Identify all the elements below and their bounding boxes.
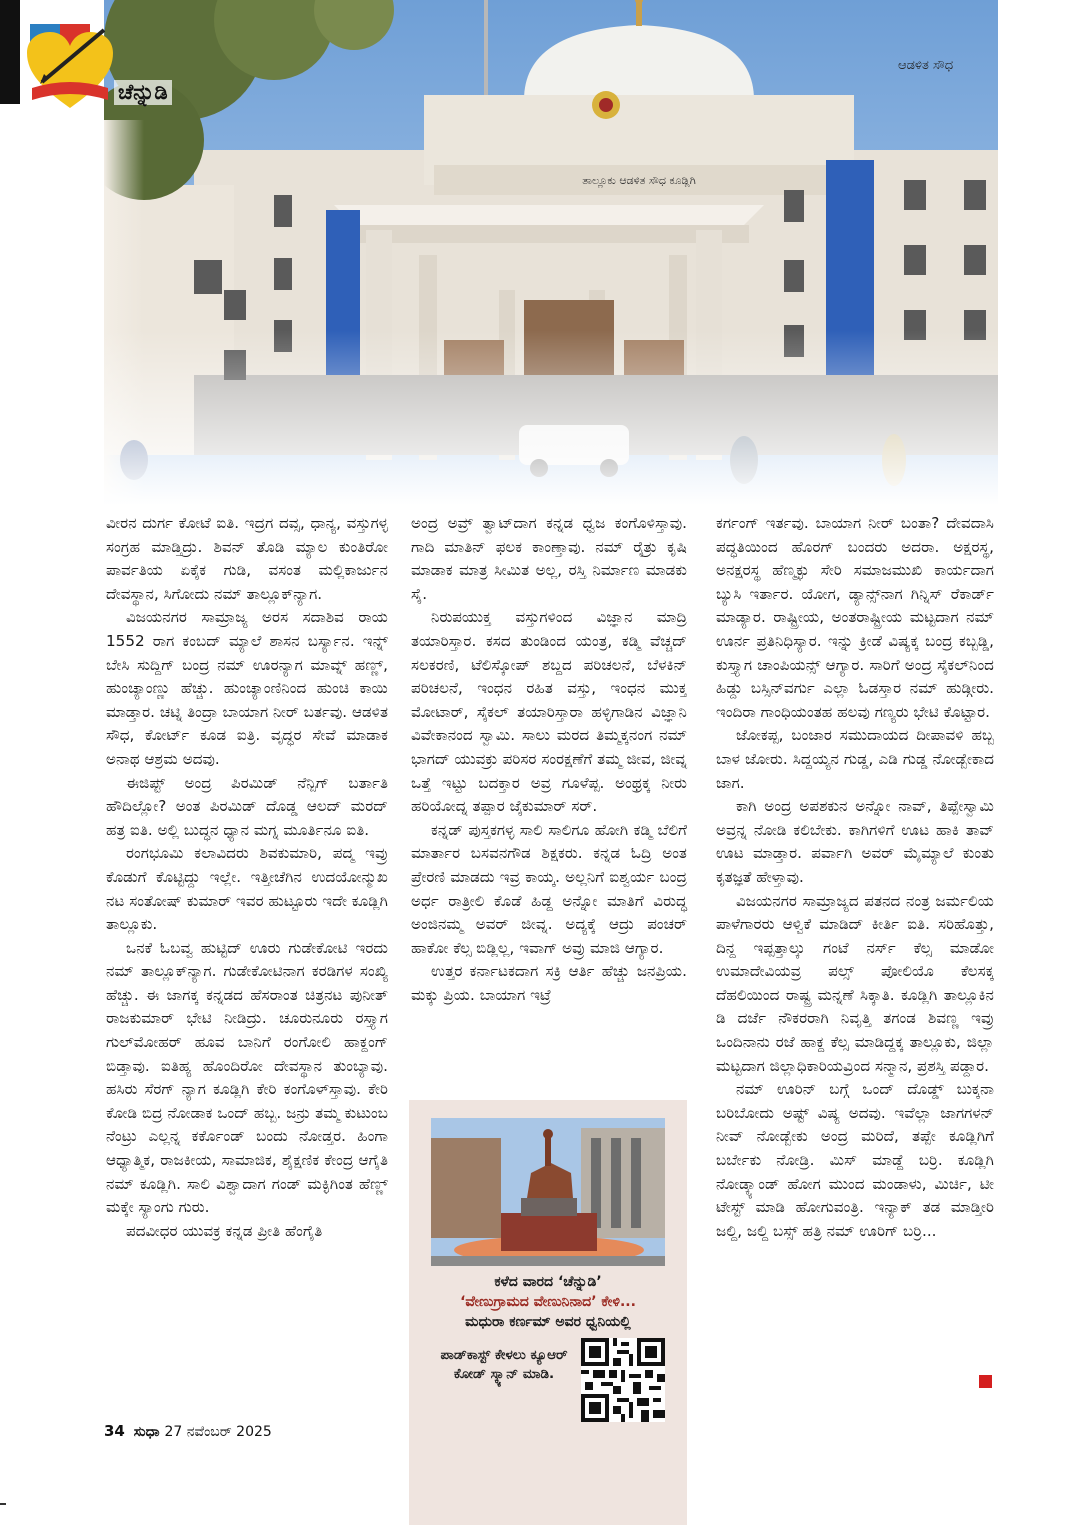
article-column-1 xyxy=(106,512,388,1243)
header-photo-administrative-building xyxy=(104,0,998,505)
page-footer xyxy=(104,1422,272,1440)
paragraph: ಉತ್ತರ ಕರ್ನಾಟಕದಾಗ ಸಕ್ರಿ ಆರ್ತಿ ಹೆಚ್ಚು ಜನಪ್ರಿಯ. ಮಕ್ಕು ಪ್ರಿಯ. ಬಾಯಾಗ ಇಟ್ರೆ xyxy=(411,962,687,1004)
promo-narrator: ಮಧುರಾ ಕರ್ಣಮ್ ಅವರ ಧ್ವನಿಯಲ್ಲಿ xyxy=(465,1314,631,1330)
paragraph: ವಿಜಯನಗರ ಸಾಮ್ರಾಜ್ಯದ ಪತನದ ನಂತ್ರ ಜರ್ಮಲಿಯ ಪಾಳೆಗಾರರು ಆಳ್ವಿಕೆ ಮಾಡಿದ್ ಕೀರ್ತಿ ಐತಿ. ಸರಿಹೊತ್ತು, ದಿನ್ದ ಇಪ್ಪತ್ತಾಲ್ಕು ಗಂಟೆ ನರ್ಸ್ ಕೆಲ್ಸ ಮಾಡೋ ಉಮಾದೇವಿಯವ್ರ ಪಲ್ಸ್ ಪೋಲಿಯೊ ಕೆಲಸಕ್ಕ ದೆಹಲಿಯಿಂದ ರಾಷ್ಟ್ರ ಮನ್ನಣೆ ಸಿಕ್ಕಾತಿ. ಕೂಡ್ಲಿಗಿ ತಾಲ್ಲೂಕಿನ ಡಿ ದರ್ಜೆ ನೌಕರರಾಗಿ ನಿವೃತ್ತಿ ತಗಂಡ ಶಿವಣ್ಣ ಇವ್ರು ಒಂದಿನಾನು ರಜೆ ಹಾಕ್ದ ಕೆಲ್ಸ ಮಾಡಿದ್ದಕ್ಕ ತಾಲ್ಲೂಕು, ಜಿಲ್ಲಾ ಮಟ್ಟದಾಗ ಜಿಲ್ಲಾಧಿಕಾರಿಯವ್ರಿಂದ ಸನ್ಮಾನ, ಪ್ರಶಸ್ತಿ ಪಡ್ದಾರ. xyxy=(716,891,994,1075)
paragraph: ವೀರನ ದುರ್ಗ ಕೋಟೆ ಐತಿ. ಇದ್ರಗ ದವ್ಸ, ಧಾನ್ಯ, ವಸ್ತುಗಳ್ಳ ಸಂಗ್ರಹ ಮಾಡ್ತಿದ್ರು. ಶಿವನ್ ತೊಡಿ ಮ್ಯಾಲ ಕುಂತಿರೋ ಪಾರ್ವತಿಯ ಏಕೈಕ ಗುಡಿ, ವಸಂತ ಮಲ್ಲಿಕಾರ್ಜುನ ದೇವಸ್ಥಾನ, ಸಿಗೋದು ನಮ್ ತಾಲ್ಲೂಕ್‌ನ್ಯಾಗ. xyxy=(106,514,388,603)
paragraph: ಒನಕೆ ಓಬವ್ವ ಹುಟ್ಟಿದ್ ಊರು ಗುಡೇಕೋಟಿ ಇರದು ನಮ್ ತಾಲ್ಲೂಕ್‌ನ್ಯಾಗ. ಗುಡೇಕೋಟಿನಾಗ ಕರಡಿಗಳ ಸಂಖ್ಯಿ ಹೆಚ್ಚು. ಈ ಜಾಗಕ್ಕ ಕನ್ನಡದ ಹೆಸರಾಂತ ಚಿತ್ರನಟ ಪುನೀತ್ ರಾಜಕುಮಾರ್ ಭೇಟಿ ನೀಡಿದ್ರು. ಚೂರುನೂರು ರಸ್ತ್ಯಾಗ ಗುಲ್‌ಮೋಹರ್ ಹೂವ ಬಾನಿಗೆ ರಂಗೋಲಿ ಹಾಕ್ದಂಗ್ ಬಿಡ್ತಾವು. ಐತಿಹ್ಯ ಹೊಂದಿರೋ ದೇವಸ್ಥಾನ ತುಂಬ್ಯಾವು. ಹಸಿರು ಸೆರಗ್ ನ್ಯಾಗ ಕೂಡ್ಲಿಗಿ ಕೇರಿ ಕಂಗೊಳ್‌ಸ್ತಾವು. ಕೇರಿ ಕೋಡಿ ಬಿದ್ರ ನೋಡಾಕ ಒಂದ್ ಹಬ್ಬ. ಜನ್ರು ತಮ್ಮ ಕುಟುಂಬ ನೆಂಟ್ರು ಎಲ್ಲನ್ನ ಕರ್ಕೊಂಡ್ ಬಂದು ನೋಡ್ತರ. ಹಿಂಗಾ ಆಧ್ಯಾತ್ಮಿಕ, ರಾಜಕೀಯ, ಸಾಮಾಜಿಕ, ಶೈಕ್ಷಣಿಕ ಕೇಂದ್ರ ಆಗೈತಿ ನಮ್ ಕೂಡ್ಲಿಗಿ. ಸಾಲಿ ವಿಶ್ವಾದಾಗ ಗಂಡ್ ಮಕ್ಳಿಗಿಂತ ಹೆಣ್ಣ್ ಮಕ್ಕೇ ಸ್ಯಾಂಗು ಗುರು. xyxy=(106,938,388,1217)
statue-photo xyxy=(431,1118,665,1266)
paragraph: ವಿಜಯನಗರ ಸಾಮ್ರಾಜ್ಯ ಅರಸ ಸದಾಶಿವ ರಾಯ 1552 ರಾಗ ಕಂಬದ್ ಮ್ಯಾಲೆ ಶಾಸನ ಬರ್ಸ್ಯಾನ. ಇನ್ನ್ ಬೇಸಿ ಸುದ್ದಿಗ್ ಬಂದ್ರ ನಮ್ ಊರನ್ಯಾಗ ಮಾವ್ನ್ ಹಣ್ಣ್, ಹುಂಚ್ಯಾಂಣ್ಣು ಹೆಚ್ಚು. ಹುಂಚ್ಯಾಂಣಿನಿಂದ ಹುಂಚಿ ಕಾಯಿ ಮಾಡ್ತಾರ. ಚಟ್ನಿ ತಿಂದ್ರಾ ಬಾಯಾಗ ನೀರ್ ಬರ್ತವು. ಆಡಳಿತ ಸೌಧ, ಕೋರ್ಟ್ ಕೂಡ ಐತ್ರಿ. ವೃದ್ಧರ ಸೇವೆ ಮಾಡಾಕ ಅನಾಥ ಆಶ್ರಮ ಅದವು. xyxy=(106,608,388,768)
paragraph: ಅಂದ್ರ ಅವ್ರ್ ತ್ವಾಟ್‌ದಾಗ ಕನ್ನಡ ಧ್ವಜ ಕಂಗೊಳಿಸ್ತಾವು. ಗಾದಿ ಮಾತಿನ್ ಫಲಕ ಕಾಂಣ್ತಾವು. ನಮ್ ರೈತ್ರು ಕೃಷಿ ಮಾಡಾಕ ಮಾತ್ರ ಸೀಮಿತ ಅಲ್ಲ, ರಸ್ತಿ ನಿರ್ಮಾಣ ಮಾಡಕು ಸೈ. xyxy=(411,514,687,603)
paragraph: ಪದವೀಧರ ಯುವಕ್ರ ಕನ್ನಡ ಪ್ರೀತಿ ಹೆಂಗೈತಿ xyxy=(126,1221,323,1240)
paragraph: ಈಜಿಪ್ಟ್ ಅಂದ್ರ ಪಿರಮಿಡ್ ನೆನ್ಪಿಗ್ ಬರ್ತಾತಿ ಹೌದಿಲ್ಲೋ? ಅಂತ ಪಿರಮಿಡ್ ದೊಡ್ಡ ಆಲದ್ ಮರದ್ ಹತ್ರ ಐತಿ. ಅಲ್ಲಿ ಬುದ್ಧನ ಧ್ಯಾನ ಮಗ್ನ ಮೂರ್ತಿನೂ ಐತಿ. xyxy=(106,773,388,839)
paragraph: ರಂಗಭೂಮಿ ಕಲಾವಿದರು ಶಿವಕುಮಾರಿ, ಪದ್ಮ ಇವ್ರು ಕೊಡುಗೆ ಕೊಟ್ಟಿದ್ದು ಇಲ್ಲೇ. ಇತ್ತೀಚೆಗಿನ ಉದಯೋನ್ಮುಖ ನಟ ಸಂತೋಷ್ ಕುಮಾರ್ ಇವರ ಹುಟ್ಟೂರು ಇದೇ ಕೂಡ್ಲಿಗಿ ತಾಲ್ಲೂಕು. xyxy=(106,844,388,934)
magazine-name: ಸುಧಾ xyxy=(133,1424,160,1440)
page-number: 34 xyxy=(104,1422,125,1440)
photo-caption: ಆಡಳಿತ ಸೌಧ xyxy=(898,58,954,73)
paragraph: ಕಾಗಿ ಅಂದ್ರ ಅಪಶಕುನ ಅನ್ನೋ ನಾವ್, ತಿಪ್ಪೇಸ್ವಾಮಿ ಅವ್ರನ್ನ ನೋಡಿ ಕಲಿಬೇಕು. ಕಾಗಿಗಳಿಗೆ ಊಟ ಹಾಕಿ ತಾವ್ ಊಟ ಮಾಡ್ತಾರ. ಪರ್ವಾಗಿ ಅವರ್ ಮೈಮ್ಯಾಲೆ ಕುಂತು ಕೃತಜ್ಞತೆ ಹೇಳ್ತಾವು. xyxy=(716,797,994,886)
logo-black-bar xyxy=(0,0,20,104)
article-end-mark xyxy=(979,1375,992,1388)
section-brand-label: ಚೆನ್ನುಡಿ xyxy=(114,80,172,105)
qr-code-icon[interactable] xyxy=(581,1338,665,1422)
building-sign: ತಾಲ್ಲೂಕು ಆಡಳಿತ ಸೌಧ ಕೂಡ್ಲಿಗಿ xyxy=(582,174,696,187)
pen-and-book-icon xyxy=(22,18,118,118)
paragraph: ನಿರುಪಯುಕ್ತ ವಸ್ತುಗಳಿಂದ ವಿಜ್ಞಾನ ಮಾದ್ರಿ ತಯಾರಿಸ್ತಾರ. ಕಸದ ತುಂಡಿಂದ ಯಂತ್ರ, ಕಡ್ಮಿ ವೆಚ್ಚದ್ ಸಲಕರಣಿ, ಟೆಲಿಸ್ಕೋಪ್ ಶಬ್ದದ ಪರಿಚಲನೆ, ಬೆಳಕಿನ್ ಪರಿಚಲನೆ, ಇಂಧನ ರಹಿತ ವಸ್ತು, ಇಂಧನ ಮುಕ್ತ ಮೋಟಾರ್, ಸೈಕಲ್ ತಯಾರಿಸ್ತಾರಾ ಹಳ್ಳಿಗಾಡಿನ ವಿಜ್ಞಾನಿ ವಿವೇಕಾನಂದ ಸ್ವಾಮಿ. ಸಾಲು ಮರದ ತಿಮ್ಮಕ್ಕನಂಗ ನಮ್ ಭಾಗದ್ ಯುವಕ್ರು ಪರಿಸರ ಸಂರಕ್ಷಣೆಗೆ ತಮ್ಮ ಜೀವ, ಜೀವ್ನ ಒತ್ತೆ ಇಟ್ಟು ಬದಕ್ತಾರ ಅವ್ರ ಗೂಳೆಪ್ಪ. ಅಂಥ್ರಕ್ಕ ನೀರು ಹರಿಯೋದ್ನ ತಪ್ಪಾರ ಜೈಕುಮಾರ್ ಸರ್. xyxy=(411,608,687,816)
issue-date: 27 ನವೆಂಬರ್ 2025 xyxy=(164,1424,272,1440)
paragraph: ಕರ್ಗಂಗ್ ಇರ್ತವು. ಬಾಯಾಗ ನೀರ್ ಬಂತಾ? ದೇವದಾಸಿ ಪದ್ಧತಿಯಿಂದ ಹೊರಗ್ ಬಂದರು ಅದರಾ. ಅಕ್ಷರಸ್ಥ, ಅನಕ್ಷರಸ್ಥ ಹೆಣ್ಮಕ್ಳು ಸೇರಿ ಸಮಾಜಮುಖಿ ಕಾರ್ಯದಾಗ ಬ್ಯುಸಿ ಇರ್ತಾರ. ಯೋಗ, ಡ್ಯಾನ್ಸ್‌ನಾಗ ಗಿನ್ನಿಸ್ ರೆಕಾರ್ಡ್ ಮಾಡ್ಯಾರ. ರಾಷ್ಟ್ರೀಯ, ಅಂತರಾಷ್ಟ್ರೀಯ ಮಟ್ಟದಾಗ ನಮ್ ಊರ್ನ ಪ್ರತಿನಿಧಿಸ್ಯಾರ. ಇನ್ನು ಕ್ರೀಡೆ ವಿಷ್ಯಕ್ಕ ಬಂದ್ರ ಕಬ್ಬಡ್ಡಿ, ಕುಸ್ತ್ಯಾಗ ಚಾಂಪಿಯನ್ಸ್ ಆಗ್ಯಾರ. ಸಾರಿಗೆ ಅಂದ್ರ ಸೈಕಲ್‌ನಿಂದ ಹಿಡ್ದು ಬಸ್ಸಿನ್‌ವರ್ಗು ಎಲ್ಲಾ ಓಡಸ್ತಾರ ನಮ್ ಹುಡ್ಗೀರು. ಇಂದಿರಾ ಗಾಂಧಿಯಂತಹ ಹಲವು ಗಣ್ಯರು ಭೇಟಿ ಕೊಟ್ಟಾರ. xyxy=(716,514,994,721)
podcast-promo-box xyxy=(409,1100,687,1525)
promo-scan-instruction: ಪಾಡ್‌ಕಾಸ್ಟ್ ಕೇಳಲು ಕ್ಯೂಆರ್ ಕೋಡ್ ಸ್ಕ್ಯಾನ್ ಮಾಡಿ. xyxy=(440,1347,568,1382)
paragraph: ಕನ್ನಡ್ ಪುಸ್ತಕಗಳ್ಳ ಸಾಲಿ ಸಾಲಿಗೂ ಹೋಗಿ ಕಡ್ಮಿ ಬೆಲಿಗೆ ಮಾರ್ತಾರ ಬಸವನಗೌಡ ಶಿಕ್ಷಕರು. ಕನ್ನಡ ಓದ್ರಿ ಅಂತ ಪ್ರೇರಣಿ ಮಾಡದು ಇವ್ರ ಕಾಯ್ಕ. ಅಲ್ಲನಿಗೆ ಐಶ್ವರ್ಯ ಬಂದ್ರ ಅರ್ಧ ರಾತ್ರೀಲಿ ಕೊಡೆ ಹಿಡ್ದ ಅನ್ನೋ ಮಾತಿಗೆ ವಿರುದ್ಧ ಅಂಜಿನಮ್ಮ ಅವರ್ ಜೀವ್ನ. ಅದ್ಯಕ್ಕೆ ಆದ್ರು ಪಂಚರ್ ಹಾಕೋ ಕೆಲ್ಸ ಬಿಡ್ಲಿಲ್ಲ, ಇವಾಗ್ ಅವ್ರು ಮಾಜಿ ಆಗ್ಯಾರ. xyxy=(411,820,687,957)
article-column-2 xyxy=(411,512,687,1007)
paragraph: ನಮ್ ಊರಿನ್ ಬಗ್ಗೆ ಒಂದ್ ದೊಡ್ಡ್ ಬುಕ್ಕನಾ ಬರಿಬೋದು ಅಷ್ಟ್ ವಿಷ್ಯ ಅದವು. ಇವೆಲ್ಲಾ ಜಾಗಗಳನ್ ನೀವ್ ನೋಡ್ಬೇಕು ಅಂದ್ರ ಮರಿದೆ, ತಪ್ಪೇ ಕೂಡ್ಲಿಗಿಗೆ ಬರ್ಬೇಕು ನೋಡ್ರಿ. ಮಿಸ್ ಮಾಡ್ದೆ ಬರ್ರಿ. ಕೂಡ್ಲಿಗಿ ನೋಡ್ಕ್ಯಾಂಡ್ ಹೋಗ ಮುಂದ ಮಂಡಾಳು, ಮಿರ್ಚಿ, ಟೀ ಟೇಸ್ಟ್ ಮಾಡಿ ಹೋಗುವಂತ್ರಿ. ಇನ್ಯಾಕ್ ತಡ ಮಾಡ್ತೀರಿ ಜಲ್ದಿ, ಜಲ್ದಿ ಬಸ್ಸ್ ಹತ್ರಿ ನಮ್ ಊರಿಗ್ ಬರ್ರಿ... xyxy=(716,1080,994,1240)
crop-mark xyxy=(0,1503,6,1505)
promo-heading: ಕಳೆದ ವಾರದ ‘ಚೆನ್ನುಡಿ’ xyxy=(494,1274,602,1290)
paragraph: ಜೋಕಪ್ಪ, ಬಂಜಾರ ಸಮುದಾಯದ ದೀಪಾವಳಿ ಹಬ್ಬ ಬಾಳ ಜೋರು. ಸಿದ್ದಯ್ಯನ ಗುಡ್ಡ, ಎಡಿ ಗುಡ್ಡ ನೋಡ್ಬೇಕಾದ ಜಾಗ. xyxy=(716,726,994,792)
article-column-3 xyxy=(716,512,994,1243)
promo-episode-title: ‘ವೇಣುಗ್ರಾಮದ ವೇಣುನಿನಾದ’ ಕೇಳಿ... xyxy=(460,1294,636,1310)
